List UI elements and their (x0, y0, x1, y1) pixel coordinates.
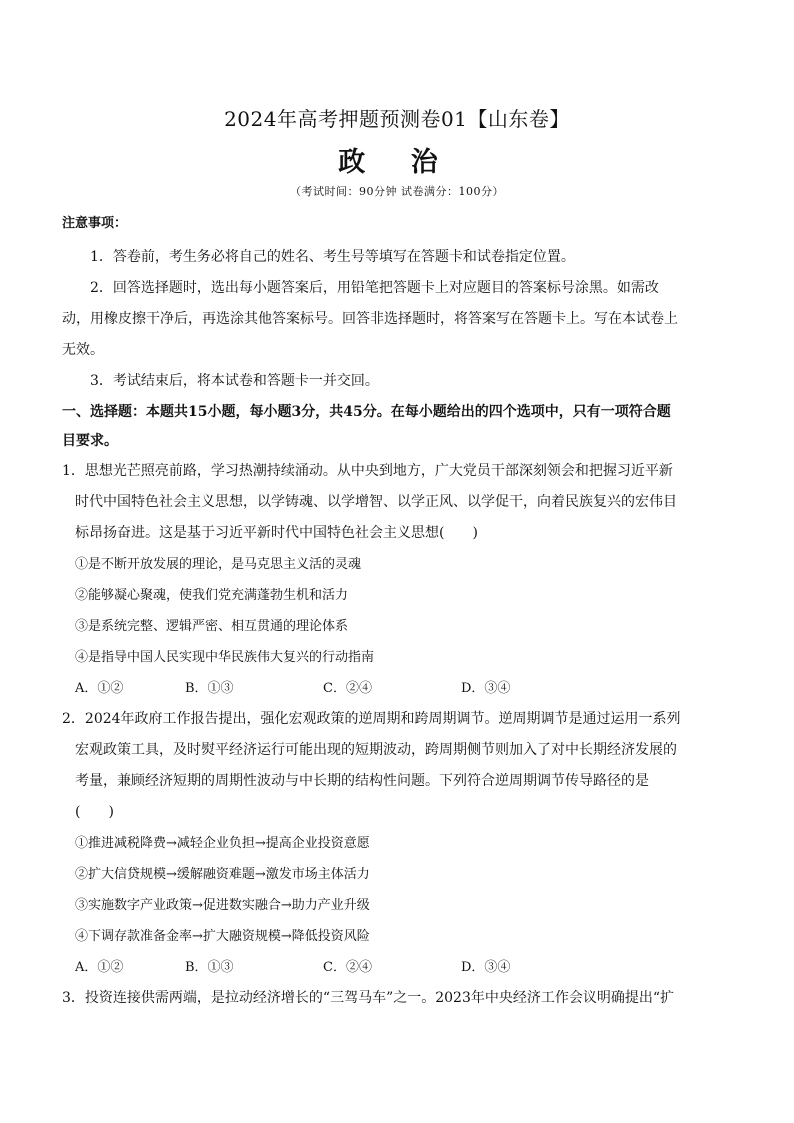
statement-option: ①推进减税降费→减轻企业负担→提高企业投资意愿 (75, 836, 370, 851)
statement-option: ③实施数字产业政策→促进数实融合→助力产业升级 (75, 898, 370, 913)
statement-option: ③是系统完整、逻辑严密、相互贯通的理论体系 (75, 619, 349, 634)
subject-title: 政 治 (338, 147, 456, 178)
question-stem: 2．2024年政府工作报告提出，强化宏观政策的逆周期和跨周期调节。逆周期调节是通过运用一系列宏观政策工具，及时熨平经济运行可能出现的短期波动，跨周期侧节则加入了对中长期经济发展的考量，兼顾经济短期的周期性波动与中长期的结构性问题。下列符合逆周期调节传导路径的是( ) (62, 711, 681, 820)
choice-d: D．③④ (461, 960, 511, 975)
choice-b: B．①③ (185, 960, 234, 975)
notice-heading: 注意事项： (62, 216, 128, 231)
exam-body (62, 212, 682, 1014)
question-3 (62, 983, 682, 1014)
notice-item: 2．回答选择题时，选出每小题答案后，用铅笔把答题卡上对应题目的答案标号涂黑。如需改动，用橡皮擦干净后，再选涂其他答案标号。回答非选择题时，将答案写在答题卡上。写在本试卷上无效。 (62, 280, 678, 358)
notice-item: 3．考试结束后，将本试卷和答题卡一并交回。 (90, 373, 379, 389)
statement-option: ④是指导中国人民实现中华民族伟大复兴的行动指南 (75, 650, 375, 665)
choice-d: D．③④ (461, 681, 511, 696)
section-heading: 一、选择题：本题共15小题，每小题3分，共45分。在每小题给出的四个选项中，只有一项符合题目要求。 (62, 404, 671, 449)
answer-choices (62, 673, 682, 704)
statement-option: ②扩大信贷规模→缓解融资难题→激发市场主体活力 (75, 867, 370, 882)
choice-a: A．①② (75, 681, 124, 696)
choice-c: C．②④ (323, 960, 372, 975)
choice-c: C．②④ (323, 681, 372, 696)
notice-item: 1．答卷前，考生务必将自己的姓名、考生号等填写在答题卡和试卷指定位置。 (90, 249, 575, 265)
exam-meta: （考试时间：90分钟 试卷满分：100分） (290, 185, 504, 198)
question-1 (62, 456, 682, 704)
question-stem: 3．投资连接供需两端，是拉动经济增长的“三驾马车”之一。2023年中央经济工作会议明确提出“扩 (62, 990, 675, 1006)
statement-option: ①是不断开放发展的理论，是马克思主义活的灵魂 (75, 557, 362, 572)
choice-a: A．①② (75, 960, 124, 975)
statement-option: ②能够凝心聚魂，使我们党充满蓬勃生机和活力 (75, 588, 349, 603)
choice-b: B．①③ (185, 681, 234, 696)
answer-choices (62, 952, 682, 983)
statement-option: ④下调存款准备金率→扩大融资规模→降低投资风险 (75, 929, 370, 944)
exam-title: 2024年高考押题预测卷01【山东卷】 (224, 107, 570, 131)
question-stem: 1．思想光芒照亮前路，学习热潮持续涌动。从中央到地方，广大党员干部深刻领会和把握习近平新时代中国特色社会主义思想，以学铸魂、以学增智、以学正风、以学促干，向着民族复兴的宏伟目标昂扬奋进。这是基于习近平新时代中国特色社会主义思想( ) (62, 463, 677, 541)
question-2 (62, 704, 682, 983)
